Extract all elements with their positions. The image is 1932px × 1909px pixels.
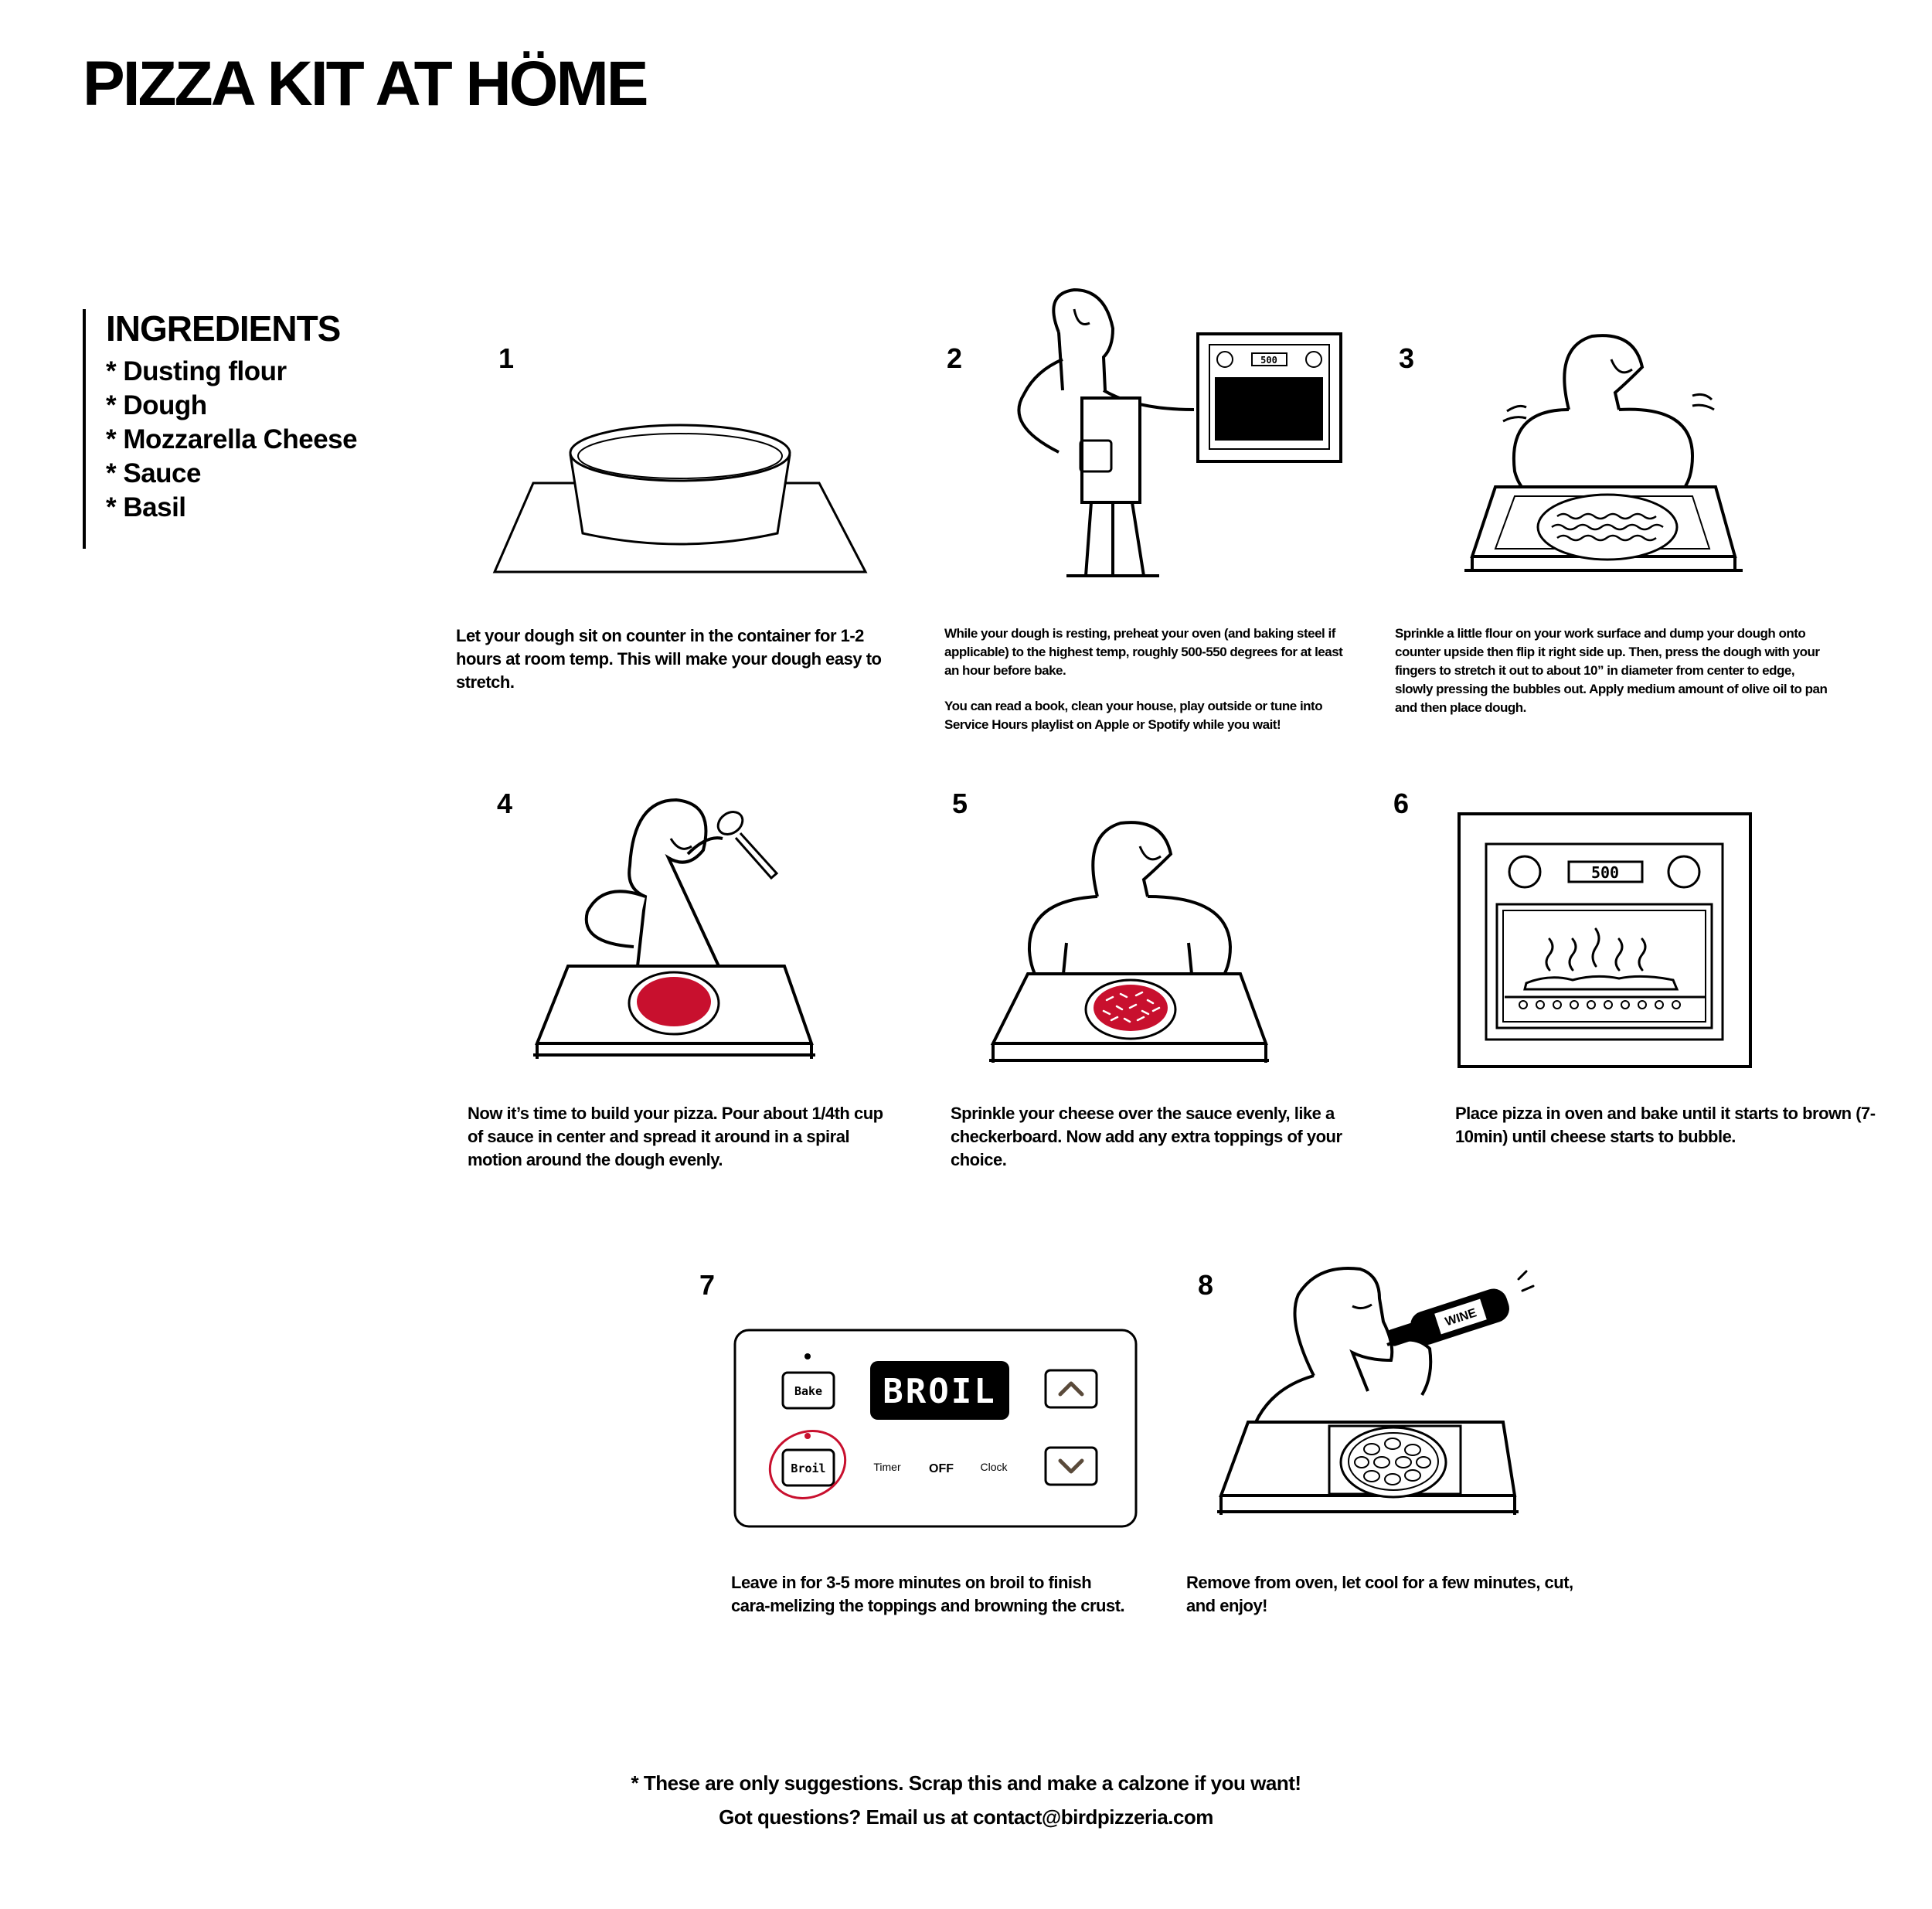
chef-preheating-oven-illustration	[989, 286, 1360, 587]
up-arrow-button[interactable]	[1046, 1370, 1097, 1407]
broil-button[interactable]	[783, 1450, 834, 1485]
ingredient-item: * Basil	[106, 491, 357, 525]
stretching-dough-illustration	[1461, 325, 1754, 587]
spreading-sauce-illustration	[533, 781, 819, 1074]
bake-button-label: Bake	[794, 1384, 823, 1398]
oven-display-text: 500	[1260, 355, 1277, 366]
footer-contact: Got questions? Email us at contact@birdpizzeria.com	[719, 1805, 1213, 1829]
ingredient-item: * Dough	[106, 389, 357, 423]
oven-baking-illustration	[1457, 812, 1754, 1070]
step-5-text: Sprinkle your cheese over the sauce evenly, like a checkerboard. Now add any extra toppings of your choice.	[951, 1104, 1342, 1169]
ingredients-panel	[83, 309, 357, 549]
step-8-text: Remove from oven, let cool for a few minutes, cut, and enjoy!	[1186, 1573, 1573, 1615]
enjoying-pizza-illustration	[1213, 1260, 1538, 1546]
step-3-number: 3	[1399, 342, 1415, 374]
step-7-text: Leave in for 3-5 more minutes on broil to finish cara-melizing the toppings and browning the crust.	[731, 1573, 1125, 1615]
step-2-number: 2	[947, 342, 963, 374]
panel-display-text: BROIL	[883, 1372, 997, 1411]
ingredient-item: * Dusting flour	[106, 355, 357, 389]
wine-bottle-label: WINE	[1443, 1306, 1478, 1329]
off-label: OFF	[929, 1462, 954, 1475]
down-arrow-button[interactable]	[1046, 1448, 1097, 1485]
ingredients-heading: INGREDIENTS	[106, 308, 341, 349]
footer	[0, 1766, 1932, 1834]
step-7-number: 7	[699, 1269, 716, 1301]
step-6-text: Place pizza in oven and bake until it starts to brown (7-10min) until cheese starts to bubble.	[1455, 1104, 1876, 1146]
step-8-number: 8	[1198, 1269, 1214, 1301]
ingredient-item: * Mozzarella Cheese	[106, 423, 357, 457]
step-6-number: 6	[1393, 788, 1410, 819]
ingredients-list	[106, 355, 357, 525]
page-title: PIZZA KIT AT HÖME	[83, 49, 647, 119]
dough-container-illustration	[487, 410, 873, 580]
clock-label: Clock	[980, 1461, 1008, 1473]
ingredient-item: * Sauce	[106, 457, 357, 491]
sprinkling-cheese-illustration	[989, 812, 1283, 1082]
step-2-text: While your dough is resting, preheat your oven (and baking steel if applicable) to the highest temp, roughly 500-550 degrees for at least an hour before bake.	[944, 626, 1343, 678]
oven-display-text: 500	[1590, 863, 1620, 882]
step-1-text: Let your dough sit on counter in the container for 1-2 hours at room temp. This will make your dough easy to stretch.	[456, 626, 882, 692]
bake-button[interactable]	[783, 1373, 834, 1408]
step-3-text: Sprinkle a little flour on your work surface and dump your dough onto counter upside then flip it right side up. Then, press the dough with your fingers to stretch it out to about 10” in diameter from center to edge, slowly pressing the bubbles out. Apply medium amount of olive oil to pan and then place dough.	[1395, 626, 1828, 715]
step-5-number: 5	[952, 788, 968, 819]
timer-label: Timer	[873, 1461, 901, 1473]
step-2-text-secondary: You can read a book, clean your house, play outside or tune into Service Hours playlist on Apple or Spotify while you wait!	[944, 699, 1323, 732]
step-4-number: 4	[497, 788, 513, 819]
step-1-number: 1	[498, 342, 515, 374]
oven-control-panel	[733, 1328, 1138, 1529]
step-4-text: Now it’s time to build your pizza. Pour about 1/4th cup of sauce in center and spread it around in a spiral motion around the dough evenly.	[468, 1104, 883, 1169]
broil-button-label: Broil	[791, 1462, 826, 1475]
footer-note: * These are only suggestions. Scrap this and make a calzone if you want!	[631, 1771, 1301, 1795]
